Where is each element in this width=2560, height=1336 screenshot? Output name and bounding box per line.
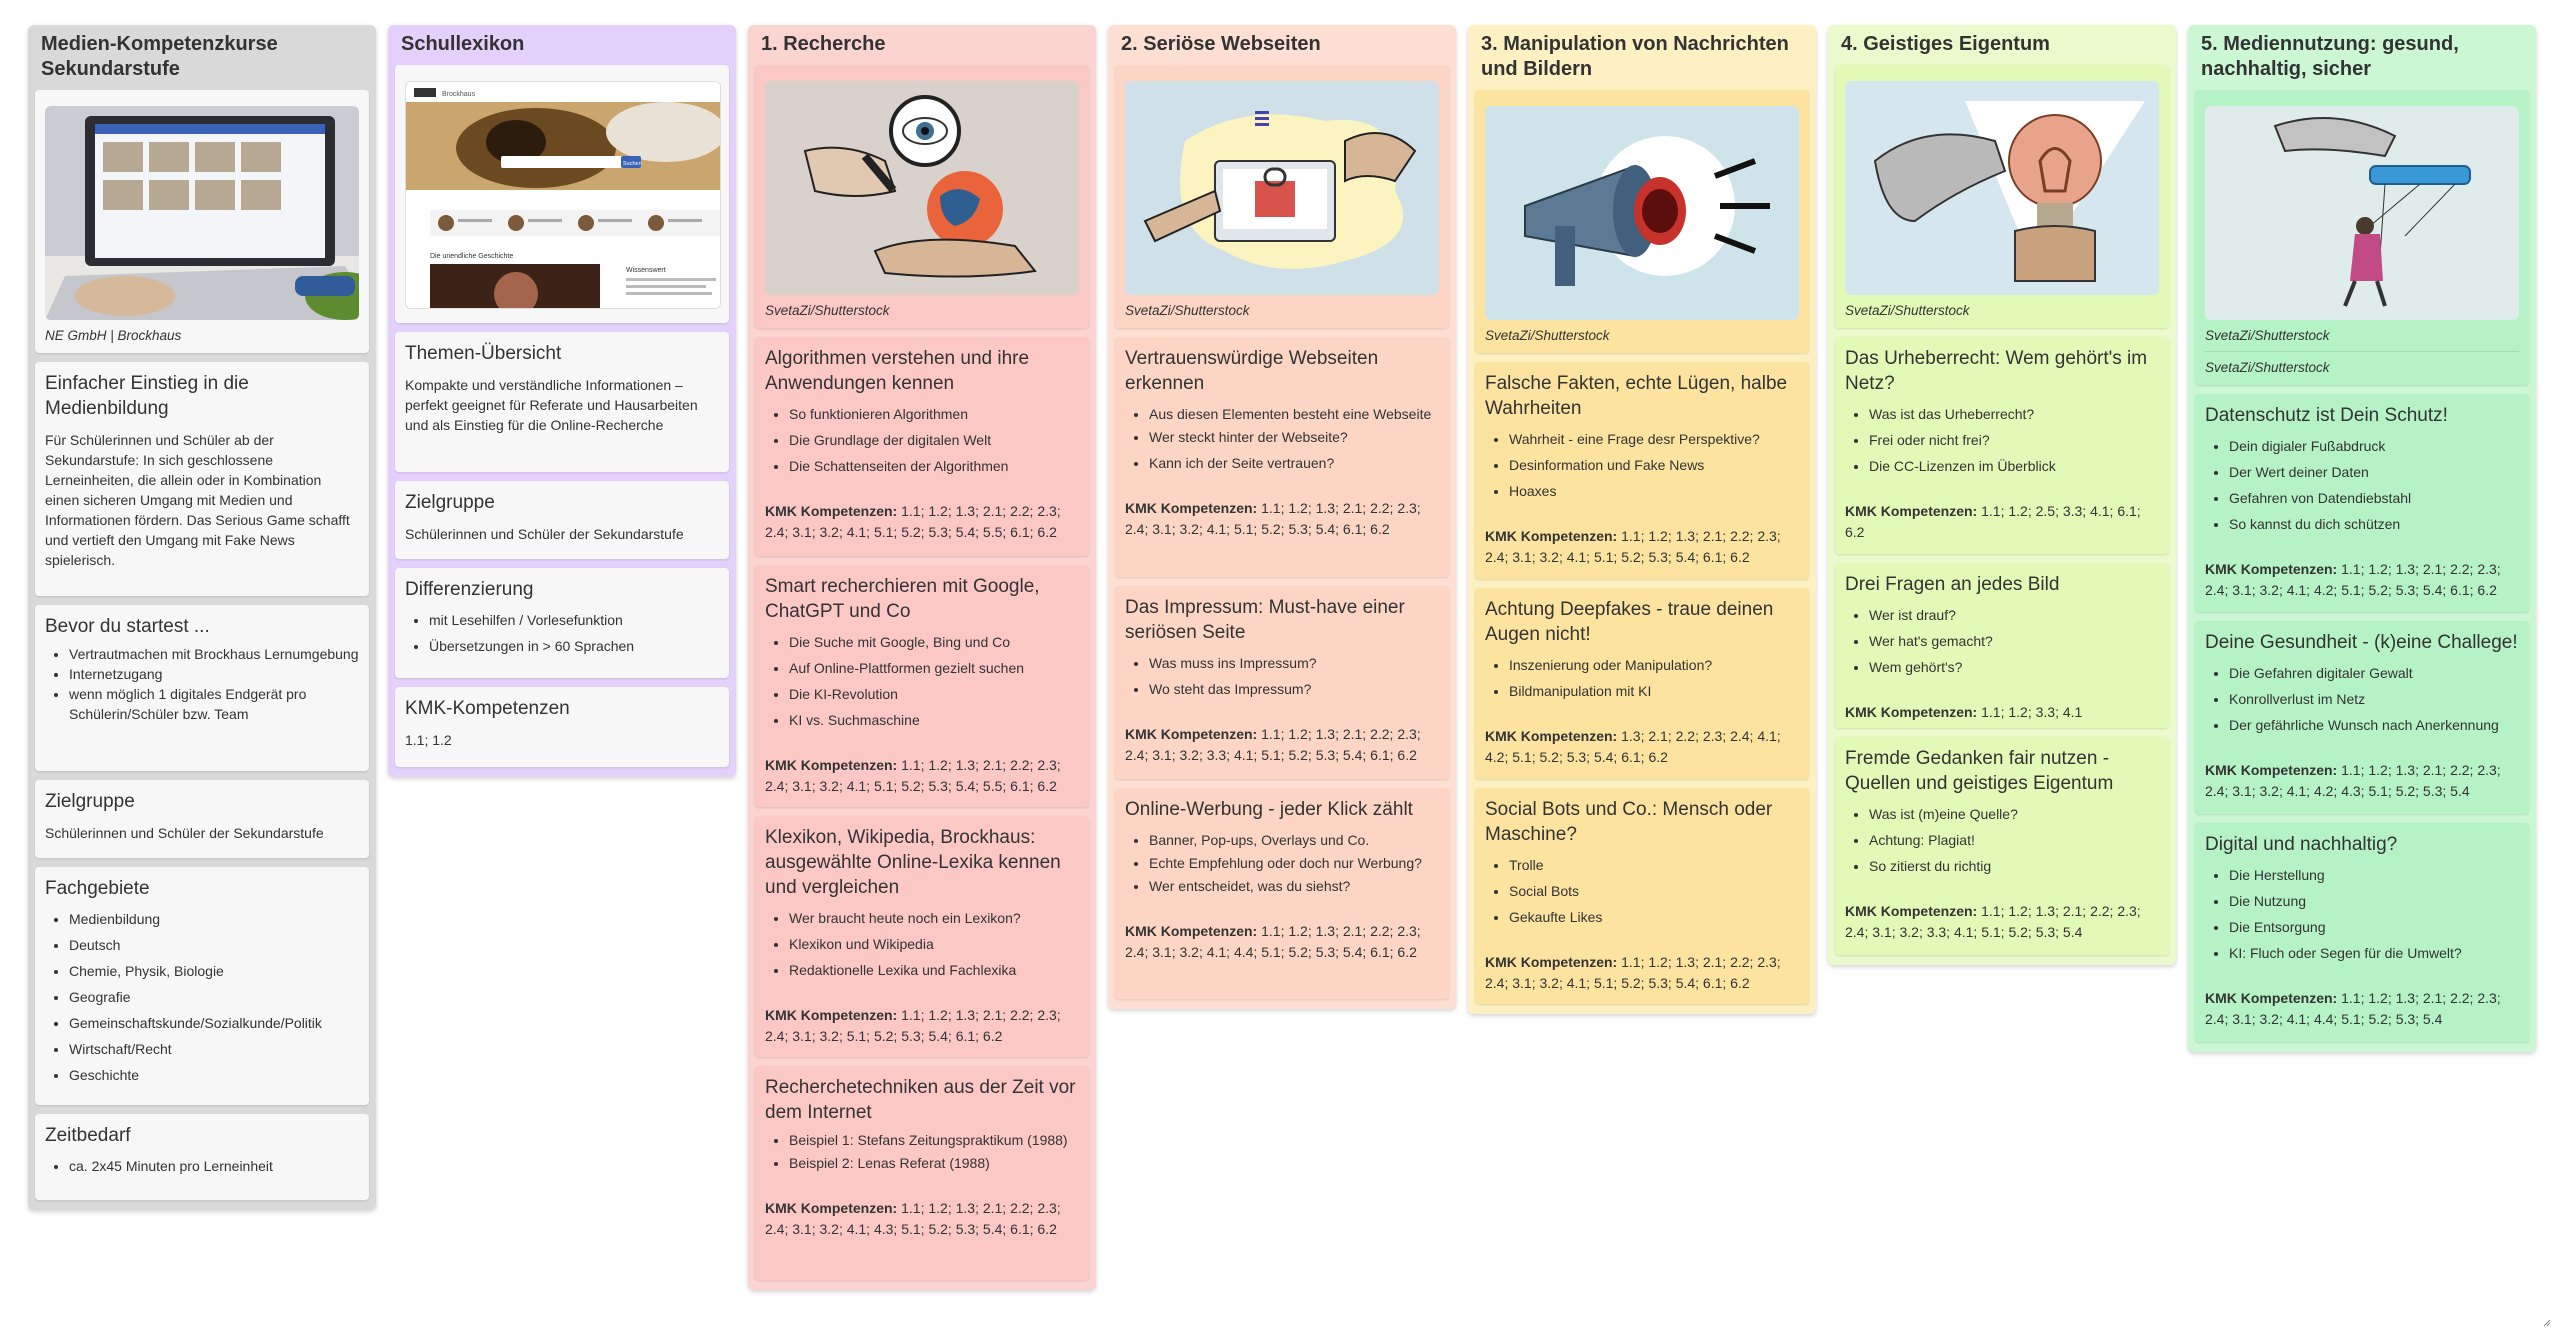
- list-item: • Der Wert deiner Daten: [2229, 459, 2519, 485]
- list-item: • Wer entscheidet, was du siehst?: [1149, 873, 1439, 899]
- list-item: • Deutsch: [69, 932, 359, 958]
- column-title: Medien-Kompetenzkurse Sekundarstufe: [41, 33, 278, 80]
- resize-handle-icon[interactable]: [2542, 1318, 2552, 1328]
- list-item: • Redaktionelle Lexika und Fachlexika: [789, 957, 1079, 983]
- card-smart-recherchieren[interactable]: [755, 565, 1089, 807]
- list-item: • KI vs. Suchmaschine: [789, 707, 1079, 733]
- card-einstieg[interactable]: [35, 362, 369, 596]
- list-item: • Medienbildung: [69, 906, 359, 932]
- image-card[interactable]: [755, 65, 1089, 328]
- kmk-competences: [2205, 988, 2519, 1030]
- kmk-competences: [765, 501, 1079, 543]
- kmk-values: 1.3; 2.1; 2.2; 2.3; 2.4; 4.1; 4.2; 5.1; 5.2; 5.3; 5.4; 6.1; 6.2: [1485, 728, 1781, 765]
- card-title: Themen-Übersicht: [405, 343, 562, 364]
- card-impressum[interactable]: [1115, 586, 1449, 779]
- image-caption-secondary: SvetaZi/Shutterstock: [2205, 351, 2519, 377]
- list-item: • Konrollverlust im Netz: [2229, 686, 2519, 712]
- list-item: • Chemie, Physik, Biologie: [69, 958, 359, 984]
- list-item: • Die Gefahren digitaler Gewalt: [2229, 660, 2519, 686]
- list-item: • Beispiel 1: Stefans Zeitungspraktikum (1988): [789, 1130, 1079, 1150]
- list-item: • Die Nutzung: [2229, 888, 2519, 914]
- card-title: Drei Fragen an jedes Bild: [1845, 574, 2060, 595]
- list-item: • Wirtschaft/Recht: [69, 1036, 359, 1062]
- image-caption: NE GmbH | Brockhaus: [45, 328, 182, 343]
- card-differenzierung[interactable]: [395, 568, 729, 678]
- kmk-competences: [2205, 760, 2519, 802]
- list-item: • Dein digialer Fußabdruck: [2229, 433, 2519, 459]
- image-caption: SvetaZi/Shutterstock: [2205, 328, 2330, 343]
- list-item: • Die Entsorgung: [2229, 914, 2519, 940]
- list-item: • Wo steht das Impressum?: [1149, 676, 1439, 702]
- card-bevor-du-startest[interactable]: [35, 605, 369, 771]
- list-item: • So funktionieren Algorithmen: [789, 401, 1079, 427]
- card-list: [2205, 862, 2519, 966]
- kmk-values: 1.1; 1.2; 1.3; 2.1; 2.2; 2.3; 2.4; 3.1; 3.2; 3.3; 4.1; 5.1; 5.2; 5.3; 5.4: [1845, 903, 2141, 940]
- card-list: [2205, 660, 2519, 738]
- kmk-competences: [1485, 726, 1799, 768]
- list-item: • Echte Empfehlung oder doch nur Werbung?: [1149, 853, 1439, 873]
- list-item: • Die CC-Lizenzen im Überblick: [1869, 453, 2159, 479]
- list-item: • Die Suche mit Google, Bing und Co: [789, 629, 1079, 655]
- kmk-label: KMK Kompetenzen:: [1845, 704, 1978, 720]
- image-caption: SvetaZi/Shutterstock: [765, 303, 890, 318]
- list-item: • Klexikon und Wikipedia: [789, 931, 1079, 957]
- list-item: • Die Schattenseiten der Algorithmen: [789, 453, 1079, 479]
- list-item: • Die Herstellung: [2229, 862, 2519, 888]
- list-item: • Wer ist drauf?: [1869, 602, 2159, 628]
- card-urheberrecht[interactable]: [1835, 337, 2169, 554]
- card-title: Online-Werbung - jeder Klick zählt: [1125, 799, 1413, 820]
- kmk-values: 1.1; 1.2; 1.3; 2.1; 2.2; 2.3; 2.4; 3.1; 3.2; 4.1; 4.2; 4.3; 5.1; 5.2; 5.3; 5.4: [2205, 762, 2501, 799]
- card-themen-uebersicht[interactable]: [395, 332, 729, 472]
- card-title: Falsche Fakten, echte Lügen, halbe Wahrheiten: [1485, 373, 1788, 419]
- list-item: • Achtung: Plagiat!: [1869, 827, 2159, 853]
- kmk-values: 1.1; 1.2; 1.3; 2.1; 2.2; 2.3; 2.4; 3.1; 3.2; 5.1; 5.2; 5.3; 5.4; 6.1; 6.2: [765, 1007, 1061, 1044]
- card-kmk-kompetenzen[interactable]: [395, 687, 729, 767]
- list-item: • Wer braucht heute noch ein Lexikon?: [789, 905, 1079, 931]
- list-item: • Social Bots: [1509, 878, 1799, 904]
- card-title: Fachgebiete: [45, 878, 150, 899]
- card-title: Klexikon, Wikipedia, Brockhaus: ausgewählte Online-Lexika kennen und vergleichen: [765, 827, 1061, 898]
- kmk-label: KMK Kompetenzen:: [1485, 528, 1618, 544]
- kmk-values: 1.1; 1.2; 1.3; 2.1; 2.2; 2.3; 2.4; 3.1; 3.2; 4.1; 5.1; 5.2; 5.3; 5.4; 6.1; 6.2: [1125, 500, 1421, 537]
- list-item: • Was muss ins Impressum?: [1149, 650, 1439, 676]
- kmk-label: KMK Kompetenzen:: [1125, 923, 1258, 939]
- list-item: • Gemeinschaftskunde/Sozialkunde/Politik: [69, 1010, 359, 1036]
- column-mediennutzung: [2188, 25, 2536, 1052]
- card-deepfakes[interactable]: [1475, 588, 1809, 779]
- kmk-values: 1.1; 1.2; 1.3; 2.1; 2.2; 2.3; 2.4; 3.1; 3.2; 3.3; 4.1; 5.1; 5.2; 5.3; 5.4; 6.1; 6.2: [1125, 726, 1421, 763]
- card-title: Recherchetechniken aus der Zeit vor dem Internet: [765, 1077, 1076, 1123]
- card-description: 1.1; 1.2: [405, 732, 452, 748]
- list-item: • Hoaxes: [1509, 478, 1799, 504]
- card-fremde-gedanken[interactable]: [1835, 737, 2169, 955]
- column-title: 3. Manipulation von Nachrichten und Bildern: [1481, 33, 1789, 80]
- kmk-competences: [1125, 724, 1439, 766]
- card-title: Zeitbedarf: [45, 1125, 131, 1146]
- recherche-illustration: [765, 81, 1079, 295]
- list-item: • Frei oder nicht frei?: [1869, 427, 2159, 453]
- card-list: [1485, 426, 1799, 504]
- card-falsche-fakten[interactable]: [1475, 362, 1809, 579]
- image-card[interactable]: [395, 65, 729, 323]
- image-caption: SvetaZi/Shutterstock: [1125, 303, 1250, 318]
- column-geistiges-eigentum: [1828, 25, 2176, 965]
- card-title: Das Urheberrecht: Wem gehört's im Netz?: [1845, 348, 2148, 394]
- card-datenschutz[interactable]: [2195, 394, 2529, 612]
- image-card[interactable]: [2195, 90, 2529, 385]
- card-online-werbung[interactable]: [1115, 788, 1449, 999]
- search-button-text: Suchen: [623, 161, 642, 167]
- webseiten-illustration: [1125, 81, 1439, 295]
- list-item: • Geschichte: [69, 1062, 359, 1088]
- image-caption: SvetaZi/Shutterstock: [1485, 328, 1610, 343]
- column-recherche: [748, 25, 1096, 1290]
- kmk-competences: [765, 755, 1079, 797]
- puppet-illustration: [2205, 106, 2519, 320]
- card-list: [1125, 401, 1439, 476]
- kmk-label: KMK Kompetenzen:: [765, 1007, 898, 1023]
- card-list: [1125, 650, 1439, 702]
- card-title: Zielgruppe: [405, 492, 495, 513]
- kmk-label: KMK Kompetenzen:: [2205, 762, 2338, 778]
- list-item: • Kann ich der Seite vertrauen?: [1149, 450, 1439, 476]
- card-title: Achtung Deepfakes - traue deinen Augen nicht!: [1485, 599, 1774, 645]
- section-title-text: Die unendliche Geschichte: [430, 253, 514, 260]
- card-zielgruppe[interactable]: [35, 780, 369, 858]
- card-list: [1485, 852, 1799, 930]
- image-card[interactable]: [1115, 65, 1449, 328]
- card-title: Einfacher Einstieg in die Medienbildung: [45, 373, 249, 419]
- kmk-competences: [1125, 498, 1439, 540]
- list-item: • Der gefährliche Wunsch nach Anerkennung: [2229, 712, 2519, 738]
- image-card[interactable]: [35, 90, 369, 353]
- column-title: Schullexikon: [401, 33, 525, 55]
- kmk-label: KMK Kompetenzen:: [2205, 990, 2338, 1006]
- list-item: • Gekaufte Likes: [1509, 904, 1799, 930]
- kmk-competences: [1485, 526, 1799, 568]
- card-drei-fragen[interactable]: [1835, 563, 2169, 728]
- image-card[interactable]: [1475, 90, 1809, 353]
- card-list: [1845, 801, 2159, 879]
- kmk-values: 1.1; 1.2; 1.3; 2.1; 2.2; 2.3; 2.4; 3.1; 3.2; 4.1; 4.4; 5.1; 5.2; 5.3; 5.4; 6.1; 6.2: [1125, 923, 1421, 960]
- kmk-label: KMK Kompetenzen:: [1125, 726, 1258, 742]
- list-item: • So kannst du dich schützen: [2229, 511, 2519, 537]
- card-title: Bevor du startest ...: [45, 616, 210, 637]
- kmk-values: 1.1; 1.2; 1.3; 2.1; 2.2; 2.3; 2.4; 3.1; 3.2; 4.1; 5.1; 5.2; 5.3; 5.4; 5.5; 6.1; 6.2: [765, 757, 1061, 794]
- column-schullexikon: [388, 25, 736, 777]
- card-list: [1125, 827, 1439, 899]
- schullexikon-screenshot: [405, 81, 721, 309]
- list-item: • Aus diesen Elementen besteht eine Webseite: [1149, 401, 1439, 424]
- column-title: 5. Mediennutzung: gesund, nachhaltig, sicher: [2201, 33, 2459, 80]
- list-item: • Vertrautmachen mit Brockhaus Lernumgebung: [69, 644, 359, 664]
- list-item: • Desinformation und Fake News: [1509, 452, 1799, 478]
- kmk-competences: [765, 1005, 1079, 1047]
- card-list: [765, 1130, 1079, 1176]
- laptop-photo: [45, 106, 359, 320]
- card-zeitbedarf[interactable]: [35, 1114, 369, 1200]
- kmk-values: 1.1; 1.2; 2.5; 3.3; 4.1; 6.1; 6.2: [1845, 503, 2141, 540]
- list-item: • Banner, Pop-ups, Overlays und Co.: [1149, 827, 1439, 853]
- kmk-label: KMK Kompetenzen:: [1485, 954, 1618, 970]
- card-title: Deine Gesundheit - (k)eine Challege!: [2205, 632, 2518, 653]
- card-list: [45, 906, 359, 1088]
- list-item: • Was ist das Urheberrecht?: [1869, 401, 2159, 427]
- lightbulb-illustration: [1845, 81, 2159, 295]
- kmk-values: 1.1; 1.2; 1.3; 2.1; 2.2; 2.3; 2.4; 3.1; 3.2; 4.1; 5.1; 5.2; 5.3; 5.4; 6.1; 6.2: [1485, 528, 1781, 565]
- card-title: Digital und nachhaltig?: [2205, 834, 2398, 855]
- list-item: • Wer steckt hinter der Webseite?: [1149, 424, 1439, 450]
- image-card[interactable]: [1835, 65, 2169, 328]
- kmk-competences: [1125, 921, 1439, 963]
- column-medien-kompetenzkurse: [28, 25, 376, 1210]
- card-list: [1485, 652, 1799, 704]
- card-lexika[interactable]: [755, 816, 1089, 1057]
- list-item: • ca. 2x45 Minuten pro Lerneinheit: [69, 1153, 359, 1179]
- card-zielgruppe[interactable]: [395, 481, 729, 559]
- card-list: [45, 644, 359, 724]
- kmk-values: 1.1; 1.2; 1.3; 2.1; 2.2; 2.3; 2.4; 3.1; 3.2; 4.1; 4.3; 5.1; 5.2; 5.3; 5.4; 6.1; 6.2: [765, 1200, 1061, 1237]
- card-list: [405, 607, 719, 659]
- kmk-label: KMK Kompetenzen:: [1845, 503, 1978, 519]
- card-description: Schülerinnen und Schüler der Sekundarstufe: [405, 526, 684, 542]
- list-item: • Beispiel 2: Lenas Referat (1988): [789, 1150, 1079, 1176]
- list-item: • Die Grundlage der digitalen Welt: [789, 427, 1079, 453]
- megaphone-illustration: [1485, 106, 1799, 320]
- list-item: • Auf Online-Plattformen gezielt suchen: [789, 655, 1079, 681]
- card-recherchetechniken[interactable]: [755, 1066, 1089, 1280]
- side-title-text: Wissenswert: [626, 267, 666, 274]
- kmk-competences: [1845, 702, 2159, 723]
- card-list: [1845, 401, 2159, 479]
- card-title: Das Impressum: Must-have einer seriösen Seite: [1125, 597, 1405, 643]
- kmk-values: 1.1; 1.2; 1.3; 2.1; 2.2; 2.3; 2.4; 3.1; 3.2; 4.1; 5.1; 5.2; 5.3; 5.4; 5.5; 6.1; 6.2: [765, 503, 1061, 540]
- card-list: [1845, 602, 2159, 680]
- card-title: Vertrauenswürdige Webseiten erkennen: [1125, 348, 1379, 394]
- card-description: Kompakte und verständliche Informationen – perfekt geeignet für Referate und Hausarbeiten und als Einstieg für die Online-Recherche: [405, 377, 698, 433]
- kmk-competences: [1485, 952, 1799, 994]
- list-item: • Wer hat's gemacht?: [1869, 628, 2159, 654]
- list-item: • Wahrheit - eine Frage desr Perspektive?: [1509, 426, 1799, 452]
- kmk-label: KMK Kompetenzen:: [765, 1200, 898, 1216]
- kmk-competences: [1845, 501, 2159, 543]
- card-fachgebiete[interactable]: [35, 867, 369, 1105]
- kmk-values: 1.1; 1.2; 1.3; 2.1; 2.2; 2.3; 2.4; 3.1; 3.2; 4.1; 4.4; 5.1; 5.2; 5.3; 5.4: [2205, 990, 2501, 1027]
- kmk-values: 1.1; 1.2; 1.3; 2.1; 2.2; 2.3; 2.4; 3.1; 3.2; 4.1; 5.1; 5.2; 5.3; 5.4; 6.1; 6.2: [1485, 954, 1781, 991]
- card-digital-nachhaltig[interactable]: [2195, 823, 2529, 1042]
- list-item: • wenn möglich 1 digitales Endgerät pro Schülerin/Schüler bzw. Team: [69, 684, 359, 724]
- list-item: • Bildmanipulation mit KI: [1509, 678, 1799, 704]
- card-algorithmen[interactable]: [755, 337, 1089, 556]
- card-description: Für Schülerinnen und Schüler ab der Sekundarstufe: In sich geschlossene Lerneinheiten, die allein oder in Kombination einen sicheren Umgang mit Medien und Informationen fördern. Das Serious Game schafft und vertieft den Umgang mit Fake News spielerisch.: [45, 432, 350, 568]
- card-title: Algorithmen verstehen und ihre Anwendungen kennen: [765, 348, 1030, 394]
- card-description: Schülerinnen und Schüler der Sekundarstufe: [45, 825, 324, 841]
- card-list: [45, 1153, 359, 1179]
- card-list: [2205, 433, 2519, 537]
- kmk-label: KMK Kompetenzen:: [2205, 561, 2338, 577]
- kmk-values: 1.1; 1.2; 3.3; 4.1: [1977, 704, 2083, 720]
- kmk-label: KMK Kompetenzen:: [1485, 728, 1618, 744]
- card-title: Fremde Gedanken fair nutzen - Quellen und geistiges Eigentum: [1845, 748, 2114, 794]
- card-list: [765, 401, 1079, 479]
- list-item: • Trolle: [1509, 852, 1799, 878]
- card-title: Zielgruppe: [45, 791, 135, 812]
- column-title: 1. Recherche: [761, 33, 886, 55]
- card-title: Smart recherchieren mit Google, ChatGPT und Co: [765, 576, 1040, 622]
- card-gesundheit[interactable]: [2195, 621, 2529, 814]
- list-item: • Inszenierung oder Manipulation?: [1509, 652, 1799, 678]
- card-vertrauenswuerdige-webseiten[interactable]: [1115, 337, 1449, 577]
- card-list: [765, 629, 1079, 733]
- list-item: • Gefahren von Datendiebstahl: [2229, 485, 2519, 511]
- card-social-bots[interactable]: [1475, 788, 1809, 1004]
- column-serioese-webseiten: [1108, 25, 1456, 1009]
- list-item: • KI: Fluch oder Segen für die Umwelt?: [2229, 940, 2519, 966]
- column-title: 4. Geistiges Eigentum: [1841, 33, 2050, 55]
- kmk-label: KMK Kompetenzen:: [765, 503, 898, 519]
- list-item: • mit Lesehilfen / Vorlesefunktion: [429, 607, 719, 633]
- kmk-competences: [765, 1198, 1079, 1240]
- brand-text: Brockhaus: [442, 91, 476, 98]
- kmk-values: 1.1; 1.2; 1.3; 2.1; 2.2; 2.3; 2.4; 3.1; 3.2; 4.1; 4.2; 5.1; 5.2; 5.3; 5.4; 6.1; 6.2: [2205, 561, 2501, 598]
- list-item: • Geografie: [69, 984, 359, 1010]
- list-item: • Internetzugang: [69, 664, 359, 684]
- card-title: Social Bots und Co.: Mensch oder Maschine?: [1485, 799, 1773, 845]
- column-manipulation: [1468, 25, 1816, 1014]
- card-title: Differenzierung: [405, 579, 534, 600]
- kmk-label: KMK Kompetenzen:: [1125, 500, 1258, 516]
- column-title: 2. Seriöse Webseiten: [1121, 33, 1321, 55]
- kmk-competences: [1845, 901, 2159, 943]
- card-title: Datenschutz ist Dein Schutz!: [2205, 405, 2448, 426]
- list-item: • Was ist (m)eine Quelle?: [1869, 801, 2159, 827]
- list-item: • So zitierst du richtig: [1869, 853, 2159, 879]
- kmk-competences: [2205, 559, 2519, 601]
- card-title: KMK-Kompetenzen: [405, 698, 570, 719]
- list-item: • Die KI-Revolution: [789, 681, 1079, 707]
- kmk-label: KMK Kompetenzen:: [765, 757, 898, 773]
- list-item: • Wem gehört's?: [1869, 654, 2159, 680]
- list-item: • Übersetzungen in > 60 Sprachen: [429, 633, 719, 659]
- card-list: [765, 905, 1079, 983]
- kmk-label: KMK Kompetenzen:: [1845, 903, 1978, 919]
- image-caption: SvetaZi/Shutterstock: [1845, 303, 1970, 318]
